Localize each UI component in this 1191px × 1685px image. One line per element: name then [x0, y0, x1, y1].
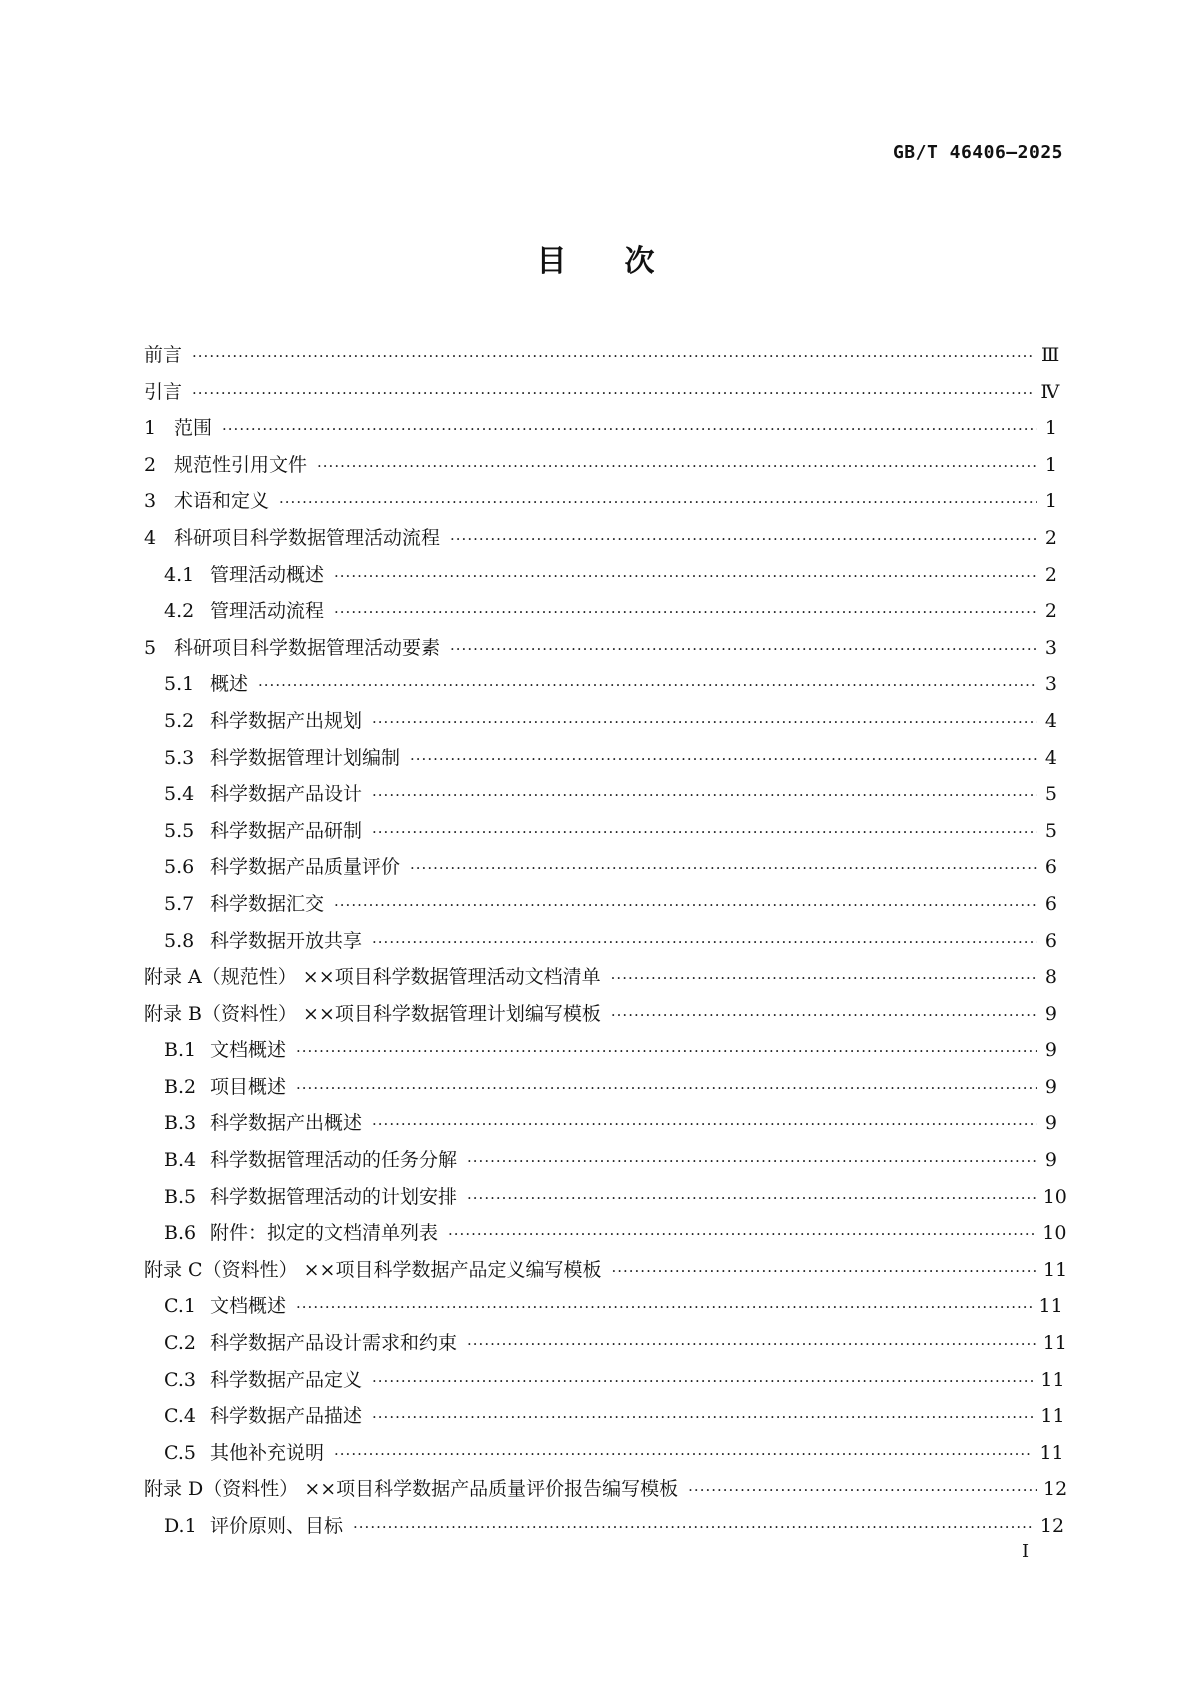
toc-entry-page: 12 [1043, 1478, 1068, 1501]
toc-leader-dots [222, 420, 1037, 438]
toc-entry-page: 12 [1039, 1515, 1065, 1537]
toc-entry-number: 5 [144, 636, 157, 659]
toc-entry[interactable] [144, 926, 1057, 963]
toc-entry-title: 科学数据开放共享 [210, 929, 363, 952]
toc-leader-dots [372, 823, 1037, 841]
toc-entry-title: 科学数据产品描述 [210, 1405, 363, 1428]
toc-entry-number: 4 [144, 526, 157, 549]
toc-entry-title: 科研项目科学数据管理活动流程 [174, 526, 441, 549]
toc-entry-number: B.6 [164, 1222, 197, 1245]
toc-entry-number: C.5 [164, 1441, 196, 1464]
toc-leader-dots [467, 1189, 1037, 1207]
toc-entry-page: 5 [1044, 819, 1057, 842]
toc-entry-page: 3 [1044, 636, 1057, 659]
toc-entry-number: C.2 [164, 1332, 196, 1355]
toc-leader-dots [372, 713, 1037, 731]
toc-entry-title: 科学数据产品定义 [210, 1368, 363, 1391]
toc-entry-page: 10 [1042, 1222, 1067, 1245]
toc-leader-dots [296, 1042, 1037, 1060]
toc-entry-title: 科学数据产品设计 [210, 783, 363, 806]
toc-entry-number: 5.7 [164, 892, 195, 915]
toc-entry-page: 3 [1044, 673, 1057, 696]
toc-entry-page: 4 [1044, 709, 1057, 732]
toc-entry[interactable] [144, 706, 1057, 743]
toc-entry[interactable] [144, 889, 1057, 926]
toc-entry[interactable] [144, 486, 1057, 523]
toc-entry-title: 附录 C（资料性） ××项目科学数据产品定义编写模板 [144, 1258, 602, 1281]
toc-entry-number: 1 [144, 417, 157, 440]
toc-entry[interactable] [144, 1438, 1064, 1475]
toc-entry-page: 6 [1044, 929, 1057, 952]
toc-entry-page: Ⅲ [1040, 344, 1060, 366]
toc-entry-title: 范围 [174, 417, 213, 440]
toc-leader-dots [467, 1335, 1037, 1353]
toc-leader-dots [296, 1079, 1037, 1097]
toc-entry[interactable] [144, 560, 1057, 597]
toc-entry[interactable] [144, 852, 1057, 889]
toc-leader-dots [372, 786, 1037, 804]
toc-entry[interactable] [144, 962, 1057, 999]
toc-entry-page: 9 [1044, 1075, 1057, 1098]
toc-entry[interactable] [144, 816, 1057, 853]
toc-entry[interactable] [144, 1218, 1067, 1255]
toc-entry[interactable] [144, 340, 1060, 377]
toc-entry-title: 文档概述 [210, 1295, 287, 1318]
toc-entry-title: 评价原则、目标 [210, 1515, 344, 1537]
toc-entry[interactable] [144, 413, 1057, 450]
toc-entry-number: B.5 [164, 1185, 197, 1208]
toc-leader-dots [467, 1152, 1037, 1170]
toc-entry-title: 术语和定义 [174, 490, 270, 513]
toc-entry-page: 9 [1044, 1112, 1057, 1135]
toc-leader-dots [448, 1225, 1036, 1243]
toc-entry-page: 4 [1044, 746, 1057, 769]
toc-entry-title: 引言 [144, 380, 183, 403]
toc-entry[interactable] [144, 1328, 1067, 1365]
toc-entry-number: B.3 [164, 1112, 197, 1135]
toc-entry-title: 科研项目科学数据管理活动要素 [174, 636, 441, 659]
toc-entry-title: 科学数据产品设计需求和约束 [210, 1332, 458, 1355]
toc-entry-title: 附件：拟定的文档清单列表 [210, 1222, 439, 1245]
toc-entry-number: 5.6 [164, 856, 195, 879]
toc-entry[interactable] [144, 1035, 1057, 1072]
toc-entry-number: C.4 [164, 1405, 196, 1428]
toc-entry-title: 科学数据产品质量评价 [210, 856, 401, 879]
toc-entry-number: B.4 [164, 1149, 197, 1172]
toc-leader-dots [688, 1481, 1037, 1499]
toc-entry[interactable] [144, 1182, 1067, 1219]
toc-leader-dots [317, 457, 1037, 475]
toc-entry-title: 附录 A（规范性） ××项目科学数据管理活动文档清单 [144, 966, 601, 989]
toc-leader-dots [279, 493, 1037, 511]
toc-entry-page: 11 [1040, 1405, 1065, 1428]
toc-entry-title: 附录 D（资料性） ××项目科学数据产品质量评价报告编写模板 [144, 1478, 679, 1501]
toc-entry-page: 9 [1044, 1039, 1057, 1062]
toc-leader-dots [334, 896, 1037, 914]
toc-entry-page: 9 [1044, 1149, 1057, 1172]
toc-entry-page: 2 [1044, 526, 1057, 549]
toc-leader-dots [611, 1262, 1037, 1280]
toc-entry-page: 6 [1044, 856, 1057, 879]
toc-entry[interactable] [144, 523, 1057, 560]
toc-entry-page: Ⅳ [1040, 380, 1060, 403]
toc-entry[interactable] [144, 779, 1057, 816]
toc-entry-number: B.1 [164, 1039, 197, 1062]
toc-entry-number: 2 [144, 453, 157, 476]
toc-leader-dots [410, 750, 1037, 768]
toc-leader-dots [410, 859, 1037, 877]
toc-entry[interactable] [144, 1072, 1057, 1109]
toc-entry-title: 管理活动概述 [210, 563, 325, 586]
toc-entry-number: 5.5 [164, 819, 195, 842]
toc-entry-number: 5.3 [164, 746, 195, 769]
toc-entry[interactable] [144, 633, 1057, 670]
toc-entry-title: 文档概述 [210, 1039, 287, 1062]
toc-entry-page: 1 [1044, 490, 1057, 513]
toc-entry-page: 11 [1042, 1332, 1067, 1355]
toc-leader-dots [611, 969, 1037, 987]
toc-leader-dots [372, 1115, 1037, 1133]
toc-entry-title: 前言 [144, 344, 183, 366]
toc-entry-page: 10 [1042, 1185, 1067, 1208]
toc-leader-dots [372, 933, 1037, 951]
toc-entry[interactable] [144, 743, 1057, 780]
toc-entry[interactable] [144, 999, 1057, 1036]
toc-entry-number: 5.8 [164, 929, 195, 952]
toc-entry-number: 4.1 [164, 563, 195, 586]
toc-entry[interactable] [144, 1474, 1068, 1511]
toc-entry-page: 9 [1044, 1002, 1057, 1025]
toc-entry[interactable] [144, 1145, 1057, 1182]
toc-leader-dots [192, 384, 1034, 402]
toc-leader-dots [450, 530, 1037, 548]
toc-entry[interactable] [144, 1108, 1057, 1145]
toc-entry-title: 科学数据管理活动的任务分解 [210, 1149, 458, 1172]
toc-entry-title: 附录 B（资料性） ××项目科学数据管理计划编写模板 [144, 1002, 601, 1025]
toc-leader-dots [334, 1445, 1033, 1463]
toc-entry[interactable] [144, 596, 1057, 633]
toc-entry-page: 11 [1038, 1295, 1063, 1318]
toc-leader-dots [192, 347, 1035, 365]
toc-entry[interactable] [144, 377, 1060, 414]
toc-entry-number: 3 [144, 490, 157, 513]
toc-entry-title: 科学数据管理活动的计划安排 [210, 1185, 458, 1208]
toc-entry-title: 科学数据产品研制 [210, 819, 363, 842]
toc-entry-title: 项目概述 [210, 1075, 287, 1098]
toc-leader-dots [611, 1006, 1037, 1024]
toc-entry-page: 2 [1044, 600, 1057, 623]
toc-leader-dots [450, 640, 1037, 658]
toc-leader-dots [258, 676, 1037, 694]
page-title: 目次 [536, 244, 713, 279]
toc-leader-dots [334, 567, 1037, 585]
toc-entry[interactable] [144, 1401, 1065, 1438]
toc-entry-title: 规范性引用文件 [174, 453, 308, 476]
table-of-contents [144, 340, 1068, 1548]
toc-entry-number: D.1 [164, 1515, 197, 1537]
toc-leader-dots [353, 1518, 1034, 1536]
toc-entry-title: 其他补充说明 [210, 1441, 325, 1464]
toc-entry-page: 11 [1039, 1441, 1064, 1464]
toc-entry-page: 8 [1044, 966, 1057, 989]
toc-entry-title: 科学数据产出概述 [210, 1112, 363, 1135]
toc-entry-number: 4.2 [164, 600, 195, 623]
toc-entry-number: C.1 [164, 1295, 196, 1318]
toc-entry-page: 1 [1044, 453, 1057, 476]
toc-leader-dots [334, 603, 1037, 621]
toc-entry[interactable] [144, 1255, 1068, 1292]
toc-entry-number: C.3 [164, 1368, 196, 1391]
toc-entry-page: 5 [1044, 783, 1057, 806]
toc-entry-title: 科学数据产出规划 [210, 709, 363, 732]
toc-entry-title: 概述 [210, 673, 249, 696]
toc-entry[interactable] [144, 1291, 1063, 1328]
toc-entry-number: B.2 [164, 1075, 197, 1098]
toc-leader-dots [372, 1408, 1034, 1426]
toc-entry[interactable] [144, 1511, 1065, 1548]
toc-entry[interactable] [144, 450, 1057, 487]
toc-entry-page: 1 [1044, 417, 1057, 440]
toc-entry-page: 6 [1044, 892, 1057, 915]
toc-leader-dots [296, 1298, 1032, 1316]
toc-entry-number: 5.1 [164, 673, 195, 696]
page-number: Ⅰ [1022, 1541, 1030, 1562]
standard-code: GB/T 46406—2025 [892, 142, 1063, 163]
toc-entry-number: 5.2 [164, 709, 195, 732]
toc-leader-dots [372, 1372, 1034, 1390]
toc-entry-number: 5.4 [164, 783, 195, 806]
toc-entry[interactable] [144, 669, 1057, 706]
toc-entry-title: 科学数据汇交 [210, 892, 325, 915]
toc-entry-page: 11 [1043, 1258, 1068, 1281]
toc-entry-page: 2 [1044, 563, 1057, 586]
toc-entry-page: 11 [1040, 1368, 1065, 1391]
toc-entry-title: 管理活动流程 [210, 600, 325, 623]
toc-entry-title: 科学数据管理计划编制 [210, 746, 401, 769]
toc-entry[interactable] [144, 1365, 1065, 1402]
